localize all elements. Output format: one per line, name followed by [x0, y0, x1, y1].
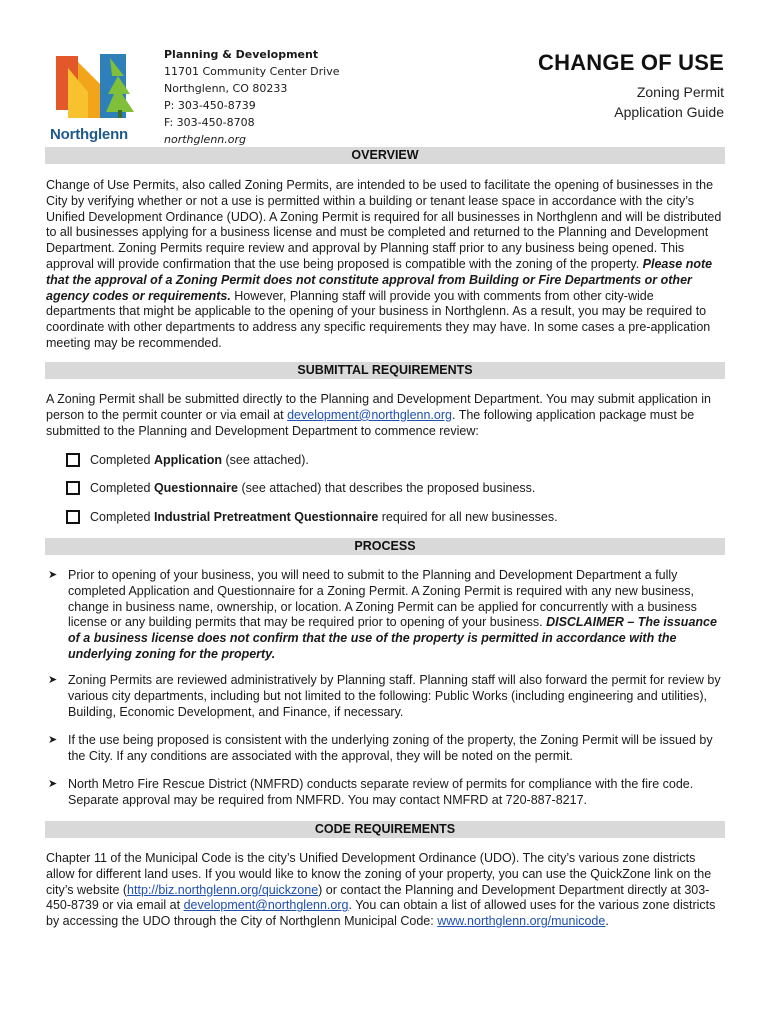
submittal-heading: SUBMITTAL REQUIREMENTS — [45, 362, 725, 379]
checkbox[interactable] — [66, 453, 80, 467]
address-line-1: 11701 Community Center Drive — [164, 65, 340, 78]
code-text-3: . You can obtain a list of allowed uses for the various zone districts by accessing the UDO through the City of Northglenn Municipal Code: — [46, 898, 716, 929]
code-text-4: . — [605, 914, 609, 929]
overview-emphasis: Please note that the approval of a Zoning Permit does not constitute approval from Building or Fire Departments or other agency codes or requirements. — [46, 256, 713, 303]
arrow-bullet-icon: ➤ — [48, 674, 58, 686]
logo-text: Northglenn — [50, 126, 128, 143]
submittal-text-2: . The following application package must be submitted to the Planning and Development Department to commence review: — [46, 407, 695, 438]
code-heading: CODE REQUIREMENTS — [45, 821, 725, 838]
checklist-item — [66, 509, 558, 525]
process-disclaimer: DISCLAIMER – The issuance of a business license does not confirm that the use of the property is permitted in accordance with the underlying zoning for the property. — [68, 615, 717, 661]
title-block — [538, 50, 724, 122]
checklist-item — [66, 480, 535, 496]
address-line-2: Northglenn, CO 80233 — [164, 82, 288, 95]
document-title: CHANGE OF USE — [538, 50, 724, 75]
overview-heading: OVERVIEW — [45, 147, 725, 164]
process-bullet-3-text: If the use being proposed is consistent with the underlying zoning of the property, the Zoning Permit will be issued by the City. If any conditions are associated with the approval, they will be noted on the permit. — [68, 733, 713, 763]
code-email-link[interactable]: development@northglenn.org — [183, 898, 349, 913]
process-heading: PROCESS — [45, 538, 725, 555]
quickzone-link[interactable]: http://biz.northglenn.org/quickzone — [127, 882, 319, 897]
overview-text-2: However, Planning staff will provide you with comments from other city-wide departments that might be applicable to the opening of your business in Northglenn. As a result, you may be required to coordinate with other departments to address any specific requirements they may have. In some cases a pre-application meeting may be recommended. — [46, 288, 711, 350]
municode-link[interactable]: www.northglenn.org/municode — [437, 914, 606, 929]
arrow-bullet-icon: ➤ — [48, 778, 58, 790]
arrow-bullet-icon: ➤ — [48, 734, 58, 746]
checkbox[interactable] — [66, 510, 80, 524]
phone-number: P: 303-450-8739 — [164, 99, 256, 112]
code-paragraph — [46, 851, 726, 930]
fax-number: F: 303-450-8708 — [164, 116, 255, 129]
document-subtitle-2: Application Guide — [614, 104, 724, 120]
checklist-item — [66, 452, 309, 468]
code-text-1: Chapter 11 of the Municipal Code is the city’s Unified Development Ordinance (UDO). The city’s various zone districts allow for different land uses. If you would like to know the zoning of your property, you can use the QuickZone link on the city’s website ( — [46, 851, 712, 897]
submittal-paragraph — [46, 392, 726, 439]
submittal-email-link[interactable]: development@northglenn.org — [287, 407, 452, 422]
overview-text-1: Change of Use Permits, also called Zoning Permits, are intended to be used to facilitate the opening of businesses in the City by verifying whether or not a use is permitted within a building or tenant lease space in accordance with the city’s Unified Development Ordinance (UDO). A Zoning Permit is required for all businesses in Northglenn and will be distributed to all businesses applying for a business license and must be completed and returned to the Planning and Development Department. Zoning Permits require review and approval by Planning staff prior to any business being opened. This approval will provide confirmation that the use being proposed is compatible with the zoning of the property. — [46, 178, 722, 271]
department-name: Planning & Development — [164, 48, 319, 61]
process-bullet-4 — [46, 777, 726, 809]
checklist-item-label: Completed Questionnaire (see attached) that describes the proposed business. — [90, 481, 536, 495]
arrow-bullet-icon: ➤ — [48, 569, 58, 581]
document-subtitle-1: Zoning Permit — [636, 84, 724, 100]
website-link[interactable]: northglenn.org — [164, 133, 246, 146]
process-bullet-1 — [46, 568, 726, 663]
process-bullet-2 — [46, 673, 726, 720]
code-text-2: ) or contact the Planning and Development Department directly at 303-450-8739 or via email at — [46, 882, 710, 913]
logo-mark-icon — [48, 48, 140, 128]
checklist-item-label: Completed Industrial Pretreatment Questionnaire required for all new businesses. — [90, 510, 558, 524]
contact-block — [164, 46, 340, 148]
process-bullet-3 — [46, 733, 726, 765]
checklist-item-label: Completed Application (see attached). — [90, 453, 309, 467]
process-bullet-1-text: Prior to opening of your business, you will need to submit to the Planning and Development Department a fully completed Application and Questionnaire for a Zoning Permit. A Zoning Permit is required with any new business, change in business name, ownership, or location. A Zoning Permit can be applied for concurrently with a business license or any building permits that may be required prior to opening of your business. — [68, 568, 697, 630]
northglenn-logo — [48, 48, 140, 146]
process-bullet-2-text: Zoning Permits are reviewed administratively by Planning staff. Planning staff will also forward the permit for review by various city departments, including but not limited to the following: Public Works (including engineering and utilities), Building, Economic Development, and Finance, if necessary. — [68, 673, 721, 719]
submittal-text-1: A Zoning Permit shall be submitted directly to the Planning and Development Department. You may submit application in person to the permit counter or via email at — [46, 392, 711, 422]
checkbox[interactable] — [66, 481, 80, 495]
overview-paragraph — [46, 178, 726, 352]
process-bullet-4-text: North Metro Fire Rescue District (NMFRD) conducts separate review of permits for compliance with the fire code. Separate approval may be required from NMFRD. You may contact NMFRD at 720-887-8217. — [68, 777, 694, 807]
